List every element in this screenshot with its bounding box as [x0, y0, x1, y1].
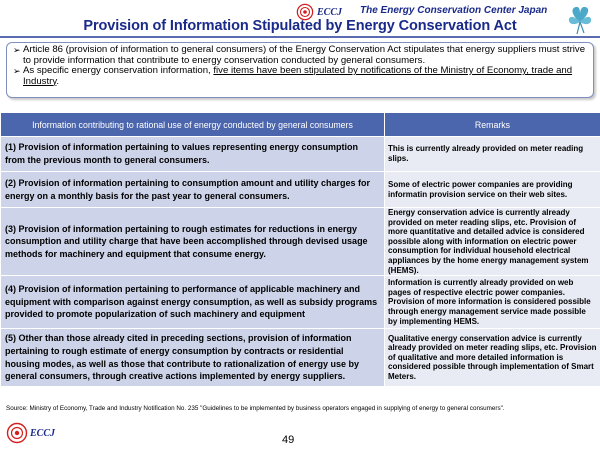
information-cell: (4) Provision of information pertaining to performance of applicable machinery and equipment with comparison against energy consumption, as well as subsidy programs provided to promote popularization of such machinery and equipment	[1, 276, 385, 329]
information-table	[0, 112, 600, 387]
header	[0, 0, 600, 36]
remarks-cell: This is currently already provided on meter reading slips.	[385, 137, 600, 172]
intro-item-2-text	[23, 66, 587, 87]
intro-item-2-underlined: five items have been stipulated by notifications of the Ministry of Economy, trade and Industry	[23, 65, 573, 87]
intro-item-2-suffix: .	[56, 75, 60, 87]
title-divider	[0, 36, 600, 38]
intro-box	[6, 42, 594, 98]
logo-text: ECCJ	[317, 6, 343, 18]
table-row	[1, 329, 600, 387]
table-row	[1, 276, 600, 329]
page-number: 49	[282, 434, 295, 446]
arrow-bullet-icon: ➢	[13, 66, 21, 76]
table-row	[1, 172, 600, 208]
information-cell: (3) Provision of information pertaining to rough estimates for reductions in energy consumption and utility charge that have been accomplished through devised usage methods for machinery and equipment that consume energy.	[1, 208, 385, 276]
remarks-cell: Qualitative energy conservation advice is currently already provided on meter reading slips, etc. Provision of qualitative and more detailed information is considered possible through implementation of Smart Meters.	[385, 329, 600, 387]
organization-name: The Energy Conservation Center Japan	[360, 5, 548, 16]
table-row	[1, 137, 600, 172]
remarks-cell: Energy conservation advice is currently already provided on meter reading slips, etc. Provision of more quantitative and detailed advice is considered possible along with information on electric power consumption for individual household electrical appliances by the home energy management system (HEMS).	[385, 208, 600, 276]
remarks-cell: Some of electric power companies are providing informatin provision service on their web sites.	[385, 172, 600, 208]
information-cell: (1) Provision of information pertaining to values representing energy consumption from the previous month to general consumers.	[1, 137, 385, 172]
intro-item-2	[13, 66, 587, 87]
page-title: Provision of Information Stipulated by Energy Conservation Act	[83, 18, 517, 34]
remarks-cell: Information is currently already provided on web pages of respective electric power companies. Provision of more information is considered possible through energy management service made possible by implementing HEMS.	[385, 276, 600, 329]
source-note: Source: Ministry of Economy, Trade and Industry Notification No. 235 "Guidelines to be implemented by business operators engaged in supplying of energy to general consumers".	[6, 405, 505, 412]
footer-logo	[6, 422, 55, 444]
column-header-information: Information contributing to rational use of energy conducted by general consumers	[1, 113, 385, 137]
information-cell: (2) Provision of information pertaining to consumption amount and utility charges for energy on a monthly basis for the past year to general consumers.	[1, 172, 385, 208]
table-row	[1, 208, 600, 276]
intro-item-1	[13, 45, 587, 66]
intro-item-1-text: Article 86 (provision of information to general consumers) of the Energy Conservation Act stipulates that energy suppliers must strive to provide information that contribute to energy conservation conducted by general consumers.	[23, 44, 586, 66]
eccj-sunburst-logo-icon	[6, 422, 28, 444]
footer-logo-text: ECCJ	[30, 427, 56, 439]
intro-item-2-prefix: As specific energy conservation information,	[23, 65, 214, 76]
table-header-row	[1, 113, 600, 137]
arrow-bullet-icon: ➢	[13, 45, 21, 55]
information-cell: (5) Other than those already cited in preceding sections, provision of information pertaining to rough estimate of energy consumption by contracts or residential housing modes, as well as those that contribute to rationalization of energy use by general consumers, through creative actions implemented by energy suppliers.	[1, 329, 385, 387]
column-header-remarks: Remarks	[385, 113, 600, 137]
